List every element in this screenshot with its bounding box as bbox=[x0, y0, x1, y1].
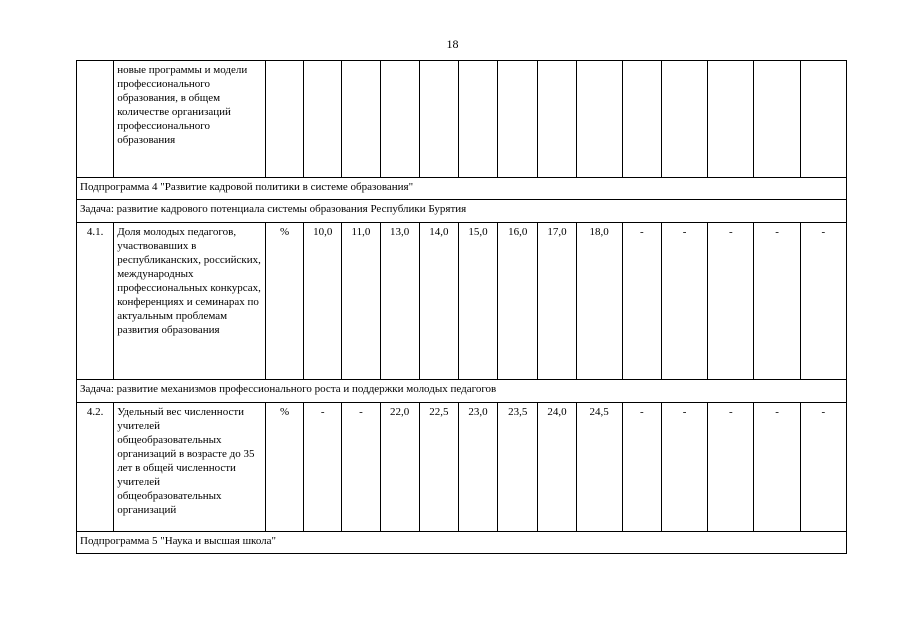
task-1-title: Задача: развитие кадрового потенциала системы образования Республики Бурятия bbox=[77, 200, 847, 223]
indicator-name: Удельный вес численности учителей общеобразовательных организаций в возрасте до 35 лет в общей численности учителей общеобразовательных организаций bbox=[114, 403, 266, 532]
value-cell: - bbox=[342, 403, 380, 532]
value-cell bbox=[342, 61, 380, 178]
value-cell bbox=[498, 61, 538, 178]
task-2-title: Задача: развитие механизмов профессионального роста и поддержки молодых педагогов bbox=[77, 380, 847, 403]
unit-cell: % bbox=[265, 223, 303, 380]
value-cell: 14,0 bbox=[419, 223, 458, 380]
value-cell: 24,0 bbox=[538, 403, 576, 532]
value-cell: 23,0 bbox=[458, 403, 497, 532]
value-cell bbox=[419, 61, 458, 178]
unit-cell: % bbox=[265, 403, 303, 532]
unit-cell bbox=[265, 61, 303, 178]
value-cell: 18,0 bbox=[576, 223, 622, 380]
value-cell: 24,5 bbox=[576, 403, 622, 532]
table-row bbox=[77, 61, 847, 178]
value-cell: - bbox=[754, 403, 800, 532]
indicator-name: Доля молодых педагогов, участвовавших в республиканских, российских, международных профессиональных конкурсах, конференциях и семинарах по актуальным проблемам развития образования bbox=[114, 223, 266, 380]
subprogram-4-title: Подпрограмма 4 "Развитие кадровой политики в системе образования" bbox=[77, 178, 847, 200]
row-number bbox=[77, 61, 114, 178]
value-cell bbox=[754, 61, 800, 178]
value-cell bbox=[708, 61, 754, 178]
value-cell: - bbox=[708, 223, 754, 380]
value-cell: - bbox=[622, 403, 661, 532]
value-cell: - bbox=[800, 403, 846, 532]
value-cell: 22,5 bbox=[419, 403, 458, 532]
value-cell: 11,0 bbox=[342, 223, 380, 380]
subprogram-row bbox=[77, 532, 847, 554]
task-row bbox=[77, 380, 847, 403]
value-cell bbox=[576, 61, 622, 178]
row-number: 4.2. bbox=[77, 403, 114, 532]
value-cell: - bbox=[622, 223, 661, 380]
value-cell: - bbox=[754, 223, 800, 380]
value-cell: - bbox=[708, 403, 754, 532]
indicator-name: новые программы и модели профессионального образования, в общем количестве организаций профессионального образования bbox=[114, 61, 266, 178]
subprogram-row bbox=[77, 178, 847, 200]
table-row bbox=[77, 223, 847, 380]
value-cell: 17,0 bbox=[538, 223, 576, 380]
value-cell: 10,0 bbox=[304, 223, 342, 380]
value-cell bbox=[538, 61, 576, 178]
value-cell bbox=[800, 61, 846, 178]
value-cell bbox=[380, 61, 419, 178]
value-cell: 13,0 bbox=[380, 223, 419, 380]
value-cell: 15,0 bbox=[458, 223, 497, 380]
row-number: 4.1. bbox=[77, 223, 114, 380]
subprogram-5-title: Подпрограмма 5 "Наука и высшая школа" bbox=[77, 532, 847, 554]
value-cell bbox=[661, 61, 707, 178]
value-cell bbox=[458, 61, 497, 178]
value-cell: 23,5 bbox=[498, 403, 538, 532]
value-cell: - bbox=[661, 223, 707, 380]
value-cell bbox=[622, 61, 661, 178]
value-cell: 22,0 bbox=[380, 403, 419, 532]
task-row bbox=[77, 200, 847, 223]
indicators-table bbox=[76, 60, 847, 554]
value-cell: - bbox=[661, 403, 707, 532]
value-cell bbox=[304, 61, 342, 178]
value-cell: - bbox=[800, 223, 846, 380]
value-cell: 16,0 bbox=[498, 223, 538, 380]
value-cell: - bbox=[304, 403, 342, 532]
table-row bbox=[77, 403, 847, 532]
page-number: 18 bbox=[446, 37, 459, 51]
